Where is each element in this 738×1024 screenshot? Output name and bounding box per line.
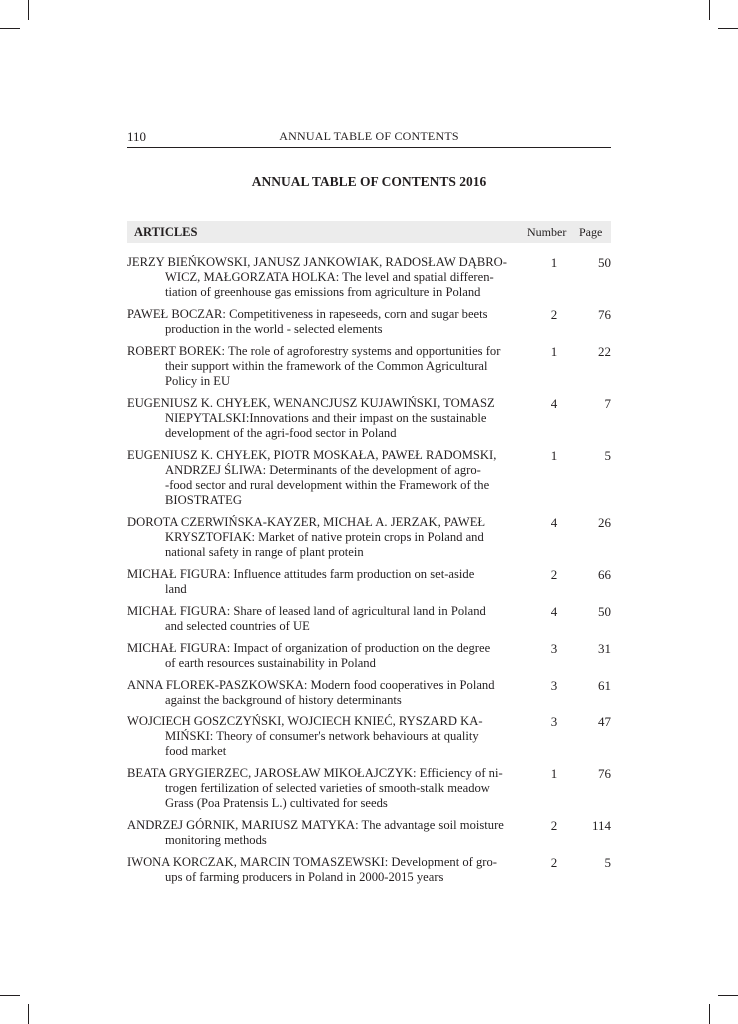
entry-page: 5: [604, 448, 611, 463]
entry-number: 4: [550, 604, 558, 619]
entry-text: [127, 714, 525, 759]
entry-page: 47: [598, 714, 611, 729]
entry-line: production in the world - selected elements: [165, 322, 383, 336]
page-header: Page: [579, 225, 603, 239]
entry-line: BIOSTRATEG: [165, 493, 242, 507]
entry-line: ANDRZEJ ŚLIWA: Determinants of the development of agro-: [165, 463, 481, 477]
entry-page: 5: [604, 855, 611, 870]
entry-page: 26: [598, 515, 611, 530]
entry-text: [127, 818, 525, 848]
entry-number: 1: [550, 766, 558, 781]
entry-line: of earth resources sustainability in Poland: [165, 656, 376, 670]
entry-line: NIEPYTALSKI:Innovations and their impast on the sustainable: [165, 411, 487, 425]
entry-text: [127, 255, 525, 300]
entry-line: ANDRZEJ GÓRNIK, MARIUSZ MATYKA: The advantage soil moisture: [127, 818, 504, 832]
entry-line: food market: [165, 744, 227, 758]
entry-number: 3: [550, 714, 558, 729]
entry-number: 4: [550, 396, 558, 411]
entry-line: their support within the framework of the Common Agricultural: [165, 359, 488, 373]
page-title: ANNUAL TABLE OF CONTENTS 2016: [251, 174, 487, 189]
entry-line: Grass (Poa Pratensis L.) cultivated for seeds: [165, 796, 388, 810]
entry-page: 76: [598, 766, 611, 781]
entry-page: 22: [598, 344, 611, 359]
entry-line: WOJCIECH GOSZCZYŃSKI, WOJCIECH KNIEĆ, RYSZARD KA-: [127, 714, 483, 728]
entry-number: 2: [550, 855, 558, 870]
entry-line: IWONA KORCZAK, MARCIN TOMASZEWSKI: Development of gro-: [127, 855, 497, 869]
entry-line: MICHAŁ FIGURA: Share of leased land of agricultural land in Poland: [127, 604, 486, 618]
entry-page: 61: [598, 678, 611, 693]
crop-mark: [709, 0, 710, 20]
entry-line: MIŃSKI: Theory of consumer's network behaviours at quality: [165, 729, 479, 743]
entry-line: tiation of greenhouse gas emissions from agriculture in Poland: [165, 285, 481, 299]
entry-line: JERZY BIEŃKOWSKI, JANUSZ JANKOWIAK, RADOSŁAW DĄBRO-: [127, 255, 507, 269]
crop-mark: [0, 995, 20, 996]
entry-text: [127, 604, 525, 634]
entry-line: and selected countries of UE: [165, 619, 310, 633]
entry-line: KRYSZTOFIAK: Market of native protein crops in Poland and: [165, 530, 484, 544]
entry-line: BEATA GRYGIERZEC, JAROSŁAW MIKOŁAJCZYK: Efficiency of ni-: [127, 766, 503, 780]
crop-mark: [28, 0, 29, 20]
entry-text: [127, 641, 525, 671]
entry-line: DOROTA CZERWIŃSKA-KAYZER, MICHAŁ A. JERZAK, PAWEŁ: [127, 515, 486, 529]
entry-number: 2: [550, 567, 558, 582]
entry-number: 2: [550, 307, 558, 322]
entry-line: development of the agri-food sector in Poland: [165, 426, 397, 440]
entry-page: 50: [598, 255, 611, 270]
entry-number: 3: [550, 641, 558, 656]
number-header: Number: [527, 225, 567, 239]
entry-line: EUGENIUSZ K. CHYŁEK, PIOTR MOSKAŁA, PAWEŁ RADOMSKI,: [127, 448, 497, 462]
crop-mark: [0, 28, 20, 29]
entry-text: [127, 307, 525, 337]
entry-number: 2: [550, 818, 558, 833]
entry-number: 1: [550, 448, 558, 463]
entry-text: [127, 344, 525, 389]
crop-mark: [709, 1004, 710, 1024]
entry-text: [127, 855, 525, 885]
entry-page: 31: [598, 641, 611, 656]
entry-number: 4: [550, 515, 558, 530]
articles-header: ARTICLES: [134, 225, 198, 239]
crop-mark: [718, 28, 738, 29]
entry-text: [127, 766, 525, 811]
entry-page: 7: [604, 396, 611, 411]
entry-text: [127, 396, 525, 441]
entry-line: against the background of history determinants: [165, 693, 402, 707]
page-number: 110: [127, 129, 147, 144]
entry-text: [127, 678, 525, 708]
entry-line: PAWEŁ BOCZAR: Competitiveness in rapeseeds, corn and sugar beets: [127, 307, 488, 321]
entry-line: -food sector and rural development within the Framework of the: [165, 478, 490, 492]
entry-line: ups of farming producers in Poland in 2000-2015 years: [165, 870, 444, 884]
entry-line: WICZ, MAŁGORZATA HOLKA: The level and spatial differen-: [165, 270, 494, 284]
table-header: [127, 221, 611, 243]
crop-mark: [718, 995, 738, 996]
running-head: [127, 127, 611, 148]
entry-page: 50: [598, 604, 611, 619]
entry-line: MICHAŁ FIGURA: Influence attitudes farm production on set-aside: [127, 567, 475, 581]
entry-text: [127, 515, 525, 560]
entry-number: 3: [550, 678, 558, 693]
entry-line: Policy in EU: [165, 374, 231, 388]
entry-page: 66: [598, 567, 611, 582]
entry-page: 114: [591, 818, 611, 833]
crop-mark: [28, 1004, 29, 1024]
entry-number: 1: [550, 255, 558, 270]
entry-line: trogen fertilization of selected varieties of smooth-stalk meadow: [165, 781, 490, 795]
entry-text: [127, 448, 525, 508]
entry-text: [127, 567, 525, 597]
entry-line: national safety in range of plant protein: [165, 545, 364, 559]
entry-line: monitoring methods: [165, 833, 267, 847]
entry-line: land: [165, 582, 187, 596]
entry-page: 76: [598, 307, 611, 322]
entry-line: ROBERT BOREK: The role of agroforestry systems and opportunities for: [127, 344, 501, 358]
entry-number: 1: [550, 344, 558, 359]
running-title: ANNUAL TABLE OF CONTENTS: [279, 129, 459, 143]
entry-line: MICHAŁ FIGURA: Impact of organization of production on the degree: [127, 641, 491, 655]
entry-line: ANNA FLOREK-PASZKOWSKA: Modern food cooperatives in Poland: [127, 678, 495, 692]
entry-line: EUGENIUSZ K. CHYŁEK, WENANCJUSZ KUJAWIŃSKI, TOMASZ: [127, 396, 495, 410]
